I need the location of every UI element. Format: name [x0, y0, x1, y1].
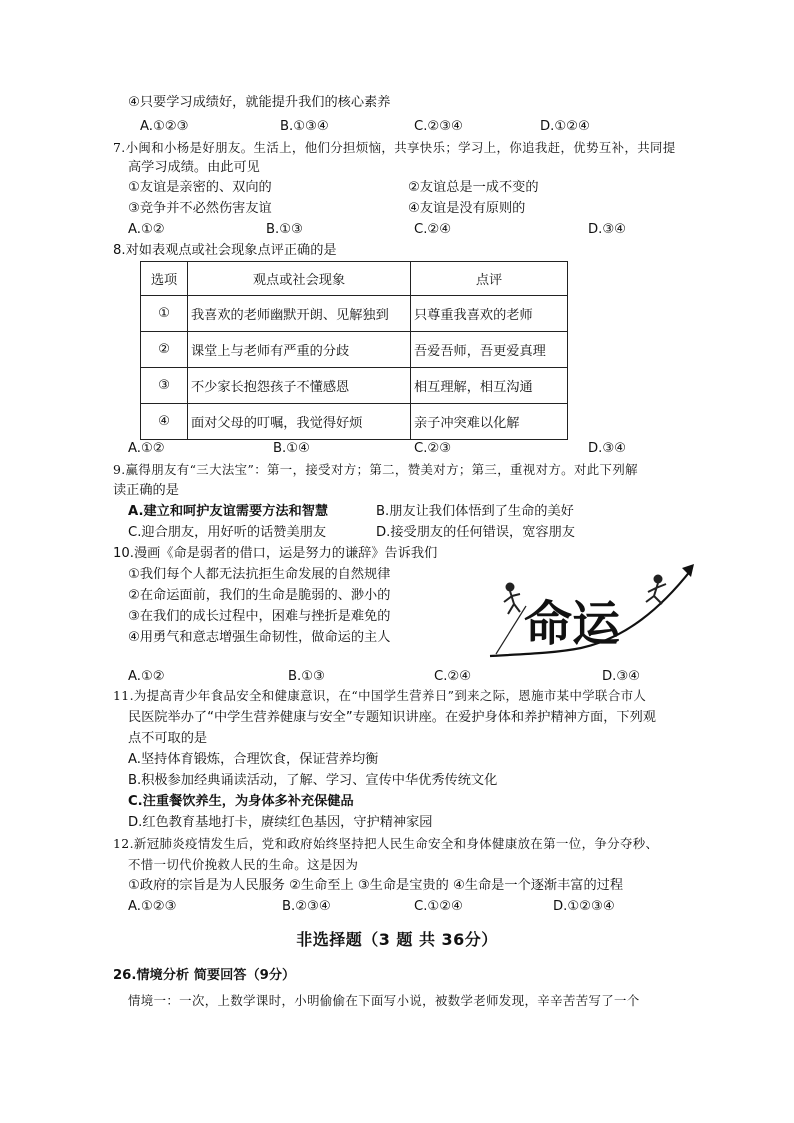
q8-option-a: A.①② — [128, 441, 165, 456]
q7-item-2: ②友谊总是一成不变的 — [408, 180, 539, 195]
table-row — [141, 296, 568, 332]
q8-header-comment: 点评 — [411, 262, 568, 296]
q26-title: 26.情境分析 简要回答（9分） — [113, 968, 296, 983]
q10-option-c: C.②④ — [434, 669, 472, 684]
q8-table — [140, 261, 568, 440]
q8-option-c: C.②③ — [414, 441, 452, 456]
q12-option-d: D.①②③④ — [553, 899, 615, 914]
q9-option-a: A.建立和呵护友谊需要方法和智慧 — [128, 504, 329, 519]
table-cell: ① — [141, 296, 188, 332]
q10-option-a: A.①② — [128, 669, 165, 684]
table-cell: 亲子冲突难以化解 — [411, 404, 568, 440]
q10-item-3: ③在我们的成长过程中，困难与挫折是难免的 — [128, 609, 391, 624]
q7-option-b: B.①③ — [266, 222, 303, 237]
q11-stem-line3: 点不可取的是 — [128, 731, 208, 746]
q12-items: ①政府的宗旨是为人民服务 ②生命至上 ③生命是宝贵的 ④生命是一个逐渐丰富的过程 — [128, 878, 624, 893]
q8-option-d: D.③④ — [588, 441, 626, 456]
q10-item-1: ①我们每个人都无法抗拒生命发展的自然规律 — [128, 567, 391, 582]
fate-cartoon — [486, 558, 702, 660]
q9-stem-line2: 读正确的是 — [113, 483, 179, 498]
cartoon-caption: 命运 — [524, 596, 621, 652]
table-cell: ④ — [141, 404, 188, 440]
q7-option-d: D.③④ — [588, 222, 626, 237]
section-title: 非选择题（3 题 共 36分） — [296, 930, 498, 949]
q9-option-b: B.朋友让我们体悟到了生命的美好 — [376, 504, 574, 519]
table-cell: 我喜欢的老师幽默开朗、见解独到 — [188, 296, 411, 332]
table-row — [141, 332, 568, 368]
q8-header-view: 观点或社会现象 — [188, 262, 411, 296]
q10-item-2: ②在命运面前，我们的生命是脆弱的、渺小的 — [128, 588, 391, 603]
table-cell: 面对父母的叮嘱，我觉得好烦 — [188, 404, 411, 440]
q7-option-a: A.①② — [128, 222, 165, 237]
q11-stem-line2: 民医院举办了“中学生营养健康与安全”专题知识讲座。在爱护身体和养护精神方面，下列观 — [128, 710, 656, 725]
q9-stem-line1: 9.赢得朋友有“三大法宝”：第一，接受对方；第二，赞美对方；第三，重视对方。对此下列解 — [113, 462, 638, 477]
struggling-figure-icon — [504, 583, 520, 615]
q10-item-4: ④用勇气和意志增强生命韧性，做命运的主人 — [128, 630, 391, 645]
q6-option-a: A.①②③ — [140, 119, 189, 134]
q9-option-d: D.接受朋友的任何错误，宽容朋友 — [376, 525, 575, 540]
q12-option-c: C.①②④ — [414, 899, 463, 914]
q7-option-c: C.②④ — [414, 222, 452, 237]
table-cell: ② — [141, 332, 188, 368]
q12-option-a: A.①②③ — [128, 899, 177, 914]
q7-stem-line1: 7.小闽和小杨是好朋友。生活上，他们分担烦恼，共享快乐；学习上，你追我赶，优势互补，共同提 — [113, 140, 676, 155]
q12-option-b: B.②③④ — [282, 899, 331, 914]
table-cell: ③ — [141, 368, 188, 404]
q11-option-c: C.注重餐饮养生，为身体多补充保健品 — [128, 794, 354, 809]
table-cell: 只尊重我喜欢的老师 — [411, 296, 568, 332]
table-cell: 课堂上与老师有严重的分歧 — [188, 332, 411, 368]
q8-table-header — [141, 262, 568, 296]
q10-option-b: B.①③ — [288, 669, 325, 684]
q26-scene-1: 情境一：一次，上数学课时，小明偷偷在下面写小说，被数学老师发现，辛辛苦苦写了一个 — [128, 993, 640, 1008]
table-cell: 相互理解，相互沟通 — [411, 368, 568, 404]
q7-item-3: ③竞争并不必然伤害友谊 — [128, 201, 272, 216]
q9-option-c: C.迎合朋友，用好听的话赞美朋友 — [128, 525, 327, 540]
q7-item-4: ④友谊是没有原则的 — [408, 201, 526, 216]
q12-stem-line1: 12.新冠肺炎疫情发生后，党和政府始终坚持把人民生命安全和身体健康放在第一位，争分夺秒、 — [113, 836, 659, 851]
q6-option-b: B.①③④ — [280, 119, 329, 134]
q12-stem-line2: 不惜一切代价挽救人民的生命。这是因为 — [128, 857, 359, 872]
q11-option-a: A.坚持体育锻炼，合理饮食，保证营养均衡 — [128, 752, 379, 767]
q11-option-b: B.积极参加经典诵读活动，了解、学习、宣传中华优秀传统文化 — [128, 773, 498, 788]
table-cell: 吾爱吾师，吾更爱真理 — [411, 332, 568, 368]
q11-stem-line1: 11.为提高青少年食品安全和健康意识，在“中国学生营养日”到来之际，恩施市某中学联合市人 — [113, 688, 647, 703]
table-cell: 不少家长抱怨孩子不懂感恩 — [188, 368, 411, 404]
q6-item-4: ④只要学习成绩好，就能提升我们的核心素养 — [128, 95, 391, 110]
table-row — [141, 368, 568, 404]
q11-option-d: D.红色教育基地打卡，赓续红色基因，守护精神家园 — [128, 815, 433, 830]
q7-item-1: ①友谊是亲密的、双向的 — [128, 180, 272, 195]
q6-option-c: C.②③④ — [414, 119, 463, 134]
q7-stem-line2: 高学习成绩。由此可见 — [128, 160, 260, 175]
table-row — [141, 404, 568, 440]
q8-header-option: 选项 — [141, 262, 188, 296]
q8-stem: 8.对如表观点或社会现象点评正确的是 — [113, 243, 337, 258]
q6-option-d: D.①②④ — [540, 119, 590, 134]
q10-stem: 10.漫画《命是弱者的借口，运是努力的谦辞》告诉我们 — [113, 546, 438, 561]
q8-option-b: B.①④ — [273, 441, 310, 456]
q10-option-d: D.③④ — [602, 669, 640, 684]
